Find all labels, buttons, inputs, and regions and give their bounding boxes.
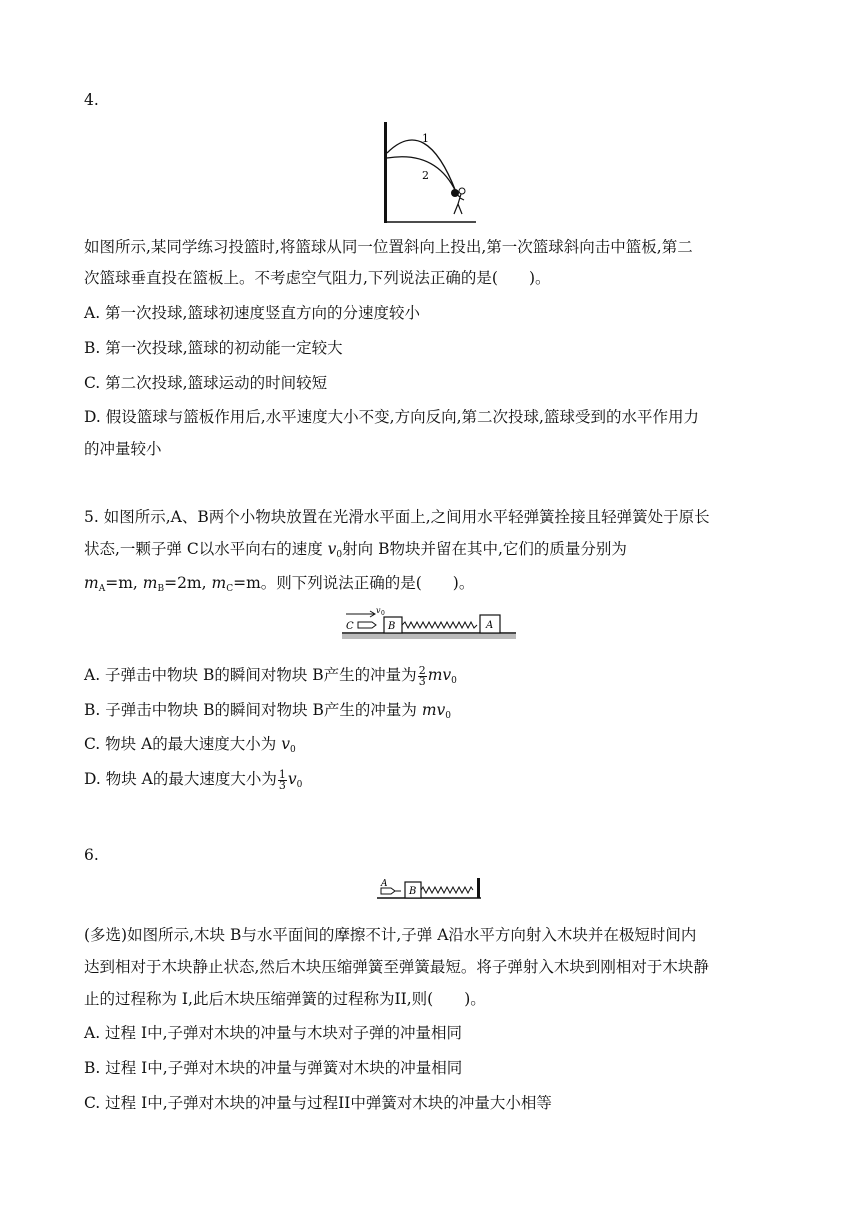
velocity-label: v (376, 606, 381, 615)
q6-stem-line3: 止的过程称为 I,此后木块压缩弹簧的过程称为II,则( )。 (84, 990, 486, 1008)
block-b-label: B (388, 621, 396, 632)
bullet-c-label: C (346, 621, 354, 632)
trajectory-2-label: 2 (422, 169, 429, 182)
svg-text:0: 0 (381, 610, 385, 617)
fraction-1-3: $\frac{1}{3}$ (278, 767, 286, 792)
spring (402, 622, 477, 628)
q6-option-b: B. 过程 I中,子弹对木块的冲量与弹簧对木块的冲量相同 (84, 1059, 463, 1077)
q6-option-c: C. 过程 I中,子弹对木块的冲量与过程II中弹簧对木块的冲量大小相等 (84, 1094, 552, 1112)
q4-basketball-figure (376, 118, 480, 228)
q5-option-d: D. 物块 A的最大速度大小为 $\frac{1}{3}$ $v_0$ (84, 767, 303, 792)
block-b-label: B (409, 886, 417, 897)
q5-stem-line1: 5. 如图所示,A、B两个小物块放置在光滑水平面上,之间用水平轻弹簧拴接且轻弹簧处于原长 (84, 508, 710, 526)
trajectory-1-label: 1 (422, 132, 429, 145)
q6-stem-line2: 达到相对于木块静止状态,然后木块压缩弹簧至弹簧最短。将子弹射入木块到刚相对于木块静 (84, 958, 709, 976)
q4-option-a: A. 第一次投球,篮球初速度竖直方向的分速度较小 (84, 304, 420, 322)
student-figure (454, 194, 464, 214)
q4-option-d-line1: D. 假设篮球与篮板作用后,水平速度大小不变,方向反向,第二次投球,篮球受到的水平作用力 (84, 408, 699, 426)
spring (421, 887, 473, 893)
fraction-2-3: $\frac{2}{3}$ (418, 663, 426, 688)
q6-stem-line1: (多选)如图所示,木块 B与水平面间的摩擦不计,子弹 A沿水平方向射入木块并在极短时间内 (84, 926, 697, 944)
trajectory-1 (387, 140, 456, 192)
wall (477, 878, 480, 898)
q6-option-a: A. 过程 I中,子弹对木块的冲量与木块对子弹的冲量相同 (84, 1024, 463, 1042)
backboard (384, 122, 387, 223)
q4-option-c: C. 第二次投球,篮球运动的时间较短 (84, 374, 328, 392)
q4-option-b: B. 第一次投球,篮球的初动能一定较大 (84, 339, 343, 357)
q5-stem-line2: 状态,一颗子弹 C以水平向右的速度 $v_0$射向 B物块并留在其中,它们的质量分别为 (84, 540, 627, 560)
q4-stem-line2: 次篮球垂直投在篮板上。不考虑空气阻力,下列说法正确的是( )。 (84, 269, 551, 287)
block-a-label: A (486, 620, 494, 631)
q6-bullet-block-spring-figure (375, 874, 485, 904)
q5-option-a: A. 子弹击中物块 B的瞬间对物块 B产生的冲量为 $\frac{2}{3}$ $mv_0$ (84, 663, 457, 688)
q5-option-b: B. 子弹击中物块 B的瞬间对物块 B产生的冲量为 $mv_0$ (84, 701, 452, 721)
v0-symbol: v (327, 540, 337, 558)
q5-option-c: C. 物块 A的最大速度大小为 $v_0$ (84, 735, 296, 755)
q4-number: 4. (84, 91, 99, 109)
q4-stem-line1: 如图所示,某同学练习投篮时,将篮球从同一位置斜向上投出,第一次篮球斜向击中篮板,第二 (84, 238, 693, 256)
q5-spring-block-figure (340, 605, 518, 645)
q6-number: 6. (84, 846, 99, 864)
q4-option-d-line2: 的冲量较小 (84, 440, 162, 458)
bullet-a-label: A (381, 879, 388, 889)
q5-stem-line3: $m_A=m$, $m_B=2m$, $m_C=m$。则下列说法正确的是( )。 (84, 574, 475, 594)
bullet-c (358, 622, 376, 628)
student-head (459, 188, 465, 194)
